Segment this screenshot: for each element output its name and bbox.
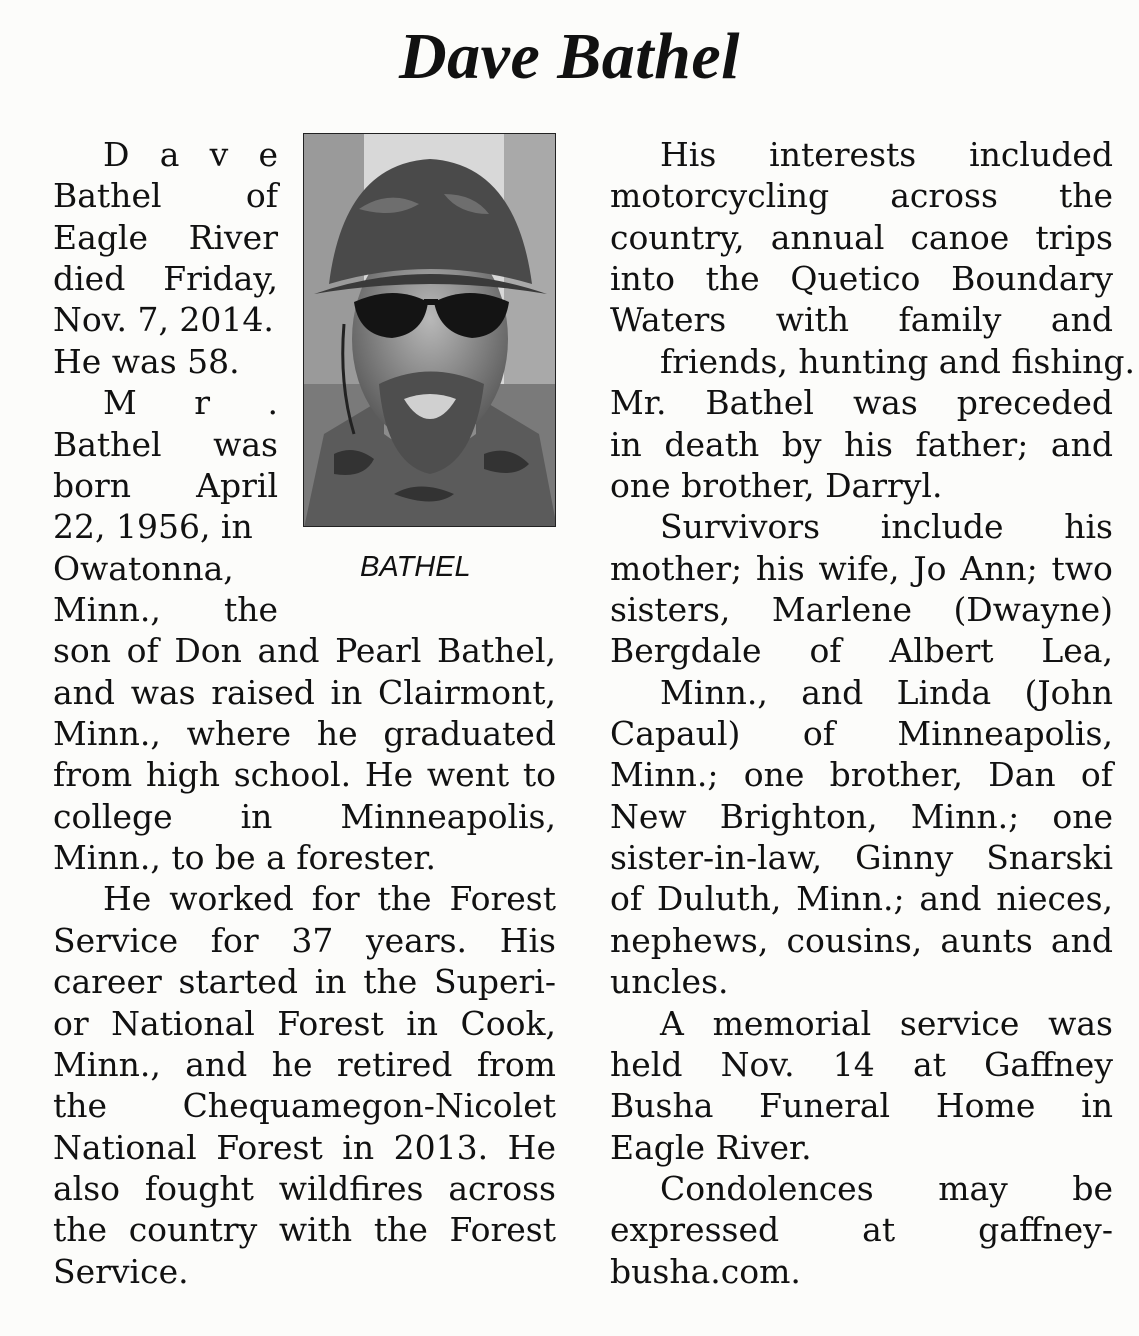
text-line: from high school. He went to [53,755,556,795]
text-line: Minn., and Linda (John [660,672,1113,712]
obituary-title: Dave Bathel [399,20,740,93]
text-line: Minn., to be a forester. [53,838,436,878]
text-line: born April [53,465,278,505]
text-line: one brother, Darryl. [610,465,943,505]
text-line: His interests included [660,135,1113,174]
text-line: Nov. 7, 2014. [53,300,274,340]
text-line: expressed at gaffney- [610,1210,1113,1250]
text-line: in death by his father; and [610,424,1113,464]
text-line: Waters with family and [610,300,1113,340]
text-line: Bathel of [53,176,278,216]
text-line: Busha Funeral Home in [610,1086,1113,1126]
text-line: or National Forest in Cook, [53,1003,556,1043]
text-line: the country with the Forest [53,1210,556,1250]
text-line: D a v e [103,135,278,174]
text-line: college in Minneapolis, [53,796,556,836]
text-line: friends, hunting and fishing. [660,341,1135,381]
text-line: career started in the Superi- [53,962,556,1002]
text-line: mother; his wife, Jo Ann; two [610,548,1113,588]
text-line: busha.com. [610,1251,801,1291]
portrait-photo [303,133,556,527]
text-line: also fought wildfires across [53,1169,556,1208]
text-line: 22, 1956, in [53,507,253,547]
text-line: of Duluth, Minn.; and nieces, [610,879,1113,919]
text-line: He was 58. [53,341,240,381]
text-line: held Nov. 14 at Gaffney [610,1044,1113,1084]
text-line: into the Quetico Boundary [610,259,1113,299]
text-line: sisters, Marlene (Dwayne) [610,589,1113,629]
text-line: A memorial service was [660,1003,1113,1043]
text-line: country, annual canoe trips [610,217,1113,257]
text-line: the Chequamegon-Nicolet [53,1086,556,1126]
text-line: sister-in-law, Ginny Snarski [610,838,1113,878]
text-line: New Brighton, Minn.; one [610,796,1113,836]
text-line: Bergdale of Albert Lea, [610,631,1113,671]
text-line: Condolences may be [660,1169,1113,1208]
text-line: nephews, cousins, aunts and [610,920,1113,960]
text-line: Bathel was [53,424,278,464]
text-line: M r . [103,383,278,423]
text-line: Owatonna, [53,548,234,588]
text-line: Minn., and he retired from [53,1044,556,1084]
text-line: uncles. [610,962,729,1002]
text-line: Minn.; one brother, Dan of [610,755,1113,795]
text-line: died Friday, [53,259,278,299]
text-line: Service. [53,1251,189,1291]
text-line: Minn., the [53,589,278,629]
photo-caption: BATHEL [360,551,471,583]
text-line: Service for 37 years. His [53,920,556,960]
text-line: Mr. Bathel was preceded [610,383,1113,423]
text-line: Survivors include his [660,507,1113,547]
text-line: Capaul) of Minneapolis, [610,714,1113,754]
text-line: Eagle River. [610,1127,812,1167]
portrait-image [304,134,556,527]
text-line: and was raised in Clairmont, [53,672,556,712]
text-line: son of Don and Pearl Bathel, [53,631,556,671]
text-line: He worked for the Forest [103,879,556,919]
text-line: Minn., where he graduated [53,714,556,754]
text-line: Eagle River [53,217,278,257]
text-line: motorcycling across the [610,176,1113,216]
text-line: National Forest in 2013. He [53,1127,556,1167]
